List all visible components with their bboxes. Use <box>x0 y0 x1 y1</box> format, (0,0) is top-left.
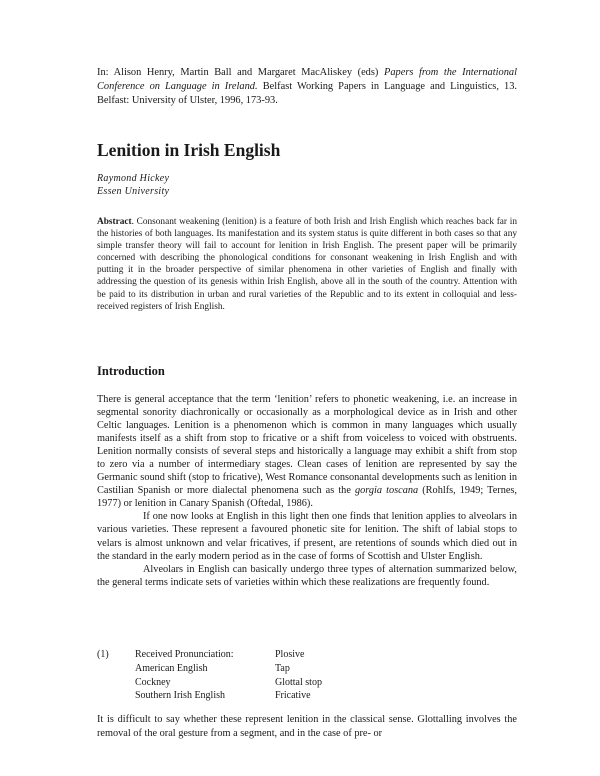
example-number: (1) <box>97 649 109 660</box>
paper-title: Lenition in Irish English <box>97 140 281 160</box>
term-gorgia-toscana: gorgia toscana <box>354 485 419 497</box>
author-block <box>97 172 169 198</box>
citation <box>97 66 517 109</box>
paragraph-4: It is difficult to say whether these represent lenition in the classical sense. Glottalling involves the removal of the oral gesture from a segment, and in the case of pre- or <box>97 714 517 739</box>
introduction-body <box>97 393 517 589</box>
section-heading-introduction: Introduction <box>97 364 165 378</box>
citation-volume-title: Papers from the International Conference on Language in Ireland. <box>97 67 517 93</box>
paragraph-2: If one now looks at English in this light then one finds that lenition applies to alveolars in various varieties. These represent a favoured phonetic site for lenition. The shift of labial stops to velars is almost unknown and velar fricatives, if present, are retentions of sounds which died out in the standard in the early modern period as in the case of forms of Scottish and Ulster English. <box>97 511 517 562</box>
citation-editors: In: Alison Henry, Martin Ball and Margaret MacAliskey (eds) <box>97 67 379 78</box>
example-variety: American English <box>135 662 208 674</box>
paragraph-1-text-b: (Rohlfs, 1949; Ternes, 1977) or lenition in Canary Spanish (Oftedal, 1986). <box>97 485 517 510</box>
example-realization: Fricative <box>275 690 311 702</box>
example-realization: Tap <box>275 662 290 674</box>
paragraph-3: Alveolars in English can basically undergo three types of alternation summarized below, the general terms indicate sets of varieties within which these realizations are frequently found. <box>97 563 517 588</box>
author-name: Raymond Hickey <box>97 173 170 184</box>
paragraph-1-text-a: There is general acceptance that the term ‘lenition’ refers to phonetic weakening, i.e. an increase in segmental sonority diachronically or occasionally as a morphological device as in Irish and other Celtic languages. Lenition is a phenomenon which is common in many languages which usually manifests itself as a shift from stop to fricative or a shift from voiceless to voiced with obstruents. Lenition normally consists of several steps and historically a language may exhibit a shift from stop to zero via a number of intermediary stages. Clean cases of lenition are represented by say the Germanic sound shift (stop to fricative), West Romance consonantal developments such as lenition in Castilian Spanish or more dialectal phenomena such as the <box>97 394 517 497</box>
abstract <box>97 216 517 313</box>
example-variety: Cockney <box>135 676 171 688</box>
example-variety: Southern Irish English <box>135 690 225 702</box>
abstract-label: Abstract <box>97 217 132 227</box>
abstract-text: . Consonant weakening (lenition) is a feature of both Irish and Irish English which reaches back far in the histories of both languages. Its manifestation and its system status is quite different in both cases so that any simple transfer theory will fail to account for lenition in Irish English. The present paper will be primarily concerned with describing the phonological conditions for consonant weakening in Irish English and with putting it in the broader perspective of similar phenomena in other varieties of English and finally with addressing the question of its genesis within Irish English, above all in the south of the country. Attention with be paid to its distribution in urban and rural varieties of the Republic and to its extent in colloquial and less-received registers of Irish English. <box>97 217 517 312</box>
citation-series: Belfast Working Papers in Language and Linguistics, 13. Belfast: University of Ulster, 1996, 173-93. <box>97 81 517 107</box>
paragraph-1 <box>97 393 517 510</box>
example-variety: Received Pronunciation: <box>135 649 234 660</box>
author-affiliation: Essen University <box>97 186 170 197</box>
example-realization: Glottal stop <box>275 676 322 688</box>
example-realization: Plosive <box>275 649 305 660</box>
